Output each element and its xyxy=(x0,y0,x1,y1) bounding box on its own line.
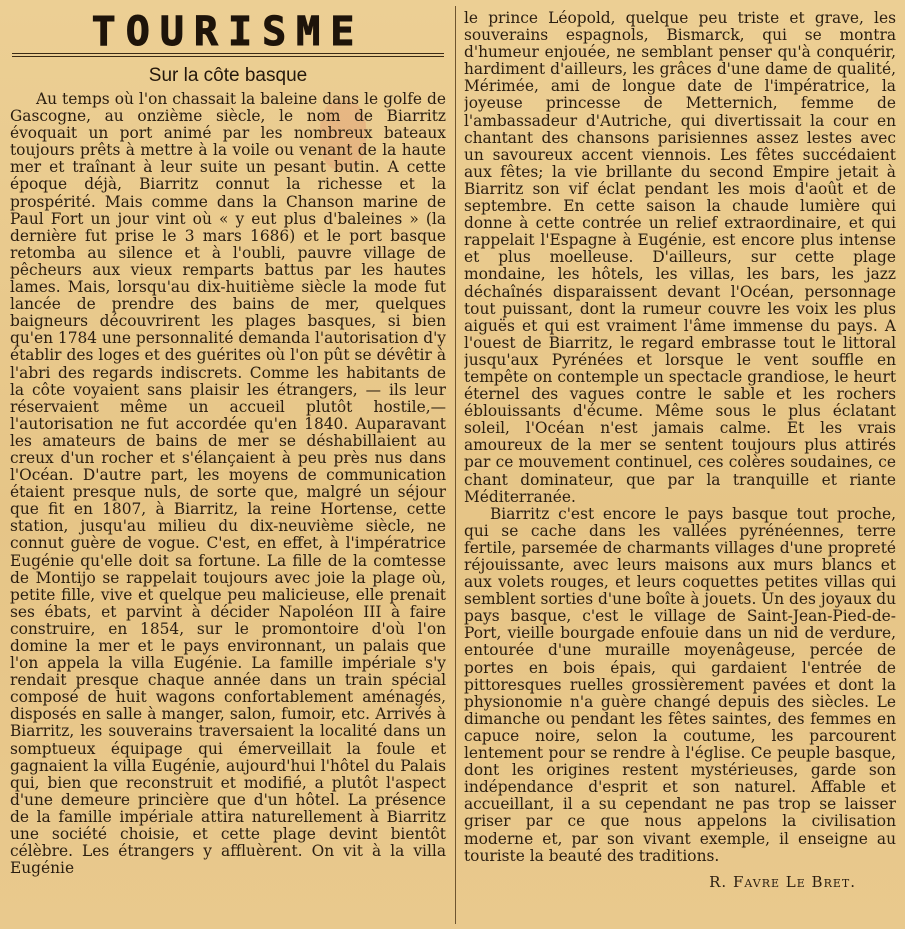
article-paragraph: Biarritz c'est encore le pays basque tout proche, qui se cache dans les vallées pyrénéennes, terre fertile, parsemée de charmants villages d'une propreté réjouissante, avec leurs maisons aux murs blancs et aux volets rouges, et leurs coquettes petites villas qui semblent sorties d'une boîte à jouets. Un des joyaux du pays basque, c'est le village de Saint-Jean-Pied-de-Port, vieille bourgade enfouie dans un nid de verdure, entourée d'une muraille moyenâgeuse, percée de portes en bois épais, qui gardaient l'entrée de pittoresques ruelles grossièrement pavées et dont la physionomie n'a guère changé depuis des siècles. Le dimanche ou pendant les fêtes saintes, des femmes en capuce noire, selon la coutume, les parcourent lentement pour se rendre à l'église. Ce peuple basque, dont les origines restent mystérieuses, garde son indépendance d'esprit et son naturel. Affable et accueillant, il a su cependant ne pas trop se laisser griser par ce que nous appelons la civilisation moderne et, par son vivant exemple, il enseigne au touriste la beauté des traditions. xyxy=(464,504,896,865)
section-masthead: TOURISME xyxy=(91,10,365,55)
article-paragraph: le prince Léopold, quelque peu triste et grave, les souverains espagnols, Bismarck, qui se montra d'humeur enjouée, ne semblant penser qu'à conquérir, hardiment d'ailleurs, les grâces d'une dame de qualité, Mérimée, ami de longue date de l'impératrice, la joyeuse princesse de Metternich, femme de l'ambassadeur d'Autriche, qui divertissait la cour en chantant des chansons parisiennes assez lestes avec un savoureux accent viennois. Les fêtes succédaient aux fêtes; la vie brillante du second Empire jetait à Biarritz son vif éclat pendant les mois d'août et de septembre. En cette saison la chaude lumière qui donne à cette contrée un relief extraordinaire, et qui rappelait l'Espagne à Eugénie, est encore plus intense et plus moelleuse. D'ailleurs, sur cette plage mondaine, les hôtels, les villas, les bars, les jazz déchaînés disparaissent devant l'Océan, personnage tout puissant, dont la rumeur couvre les voix les plus aiguës et qui est vraiment l'âme immense du pays. A l'ouest de Biarritz, le regard embrasse tout le littoral jusqu'aux Pyrénées et lorsque le vent souffle en tempête on contemple un spectacle grandiose, le heurt éternel des vagues contre le sable et les rochers éblouissants d'écume. Même sous le plus éclatant soleil, l'Océan n'est jamais calme. Et les vrais amoureux de la mer se sentent toujours plus attirés par ce mouvement continuel, ces colères soudaines, ce chant dominateur, que par la tranquille et riante Méditerranée. xyxy=(464,10,896,506)
article-paragraph: Au temps où l'on chassait la baleine dans le golfe de Gascogne, au onzième siècle, le nom de Biarritz évoquait un port animé par les nombreux bateaux toujours prêts à mettre à la voile ou venant de la haute mer et traînant à leur suite un pesant butin. A cette époque déjà, Biarritz connut la richesse et la prospérité. Mais comme dans la Chanson marine de Paul Fort un jour vint où « y eut plus d'baleines » (la dernière fut prise le 3 mars 1686) et le port basque retomba au silence et à l'oubli, pauvre village de pêcheurs aux vieux remparts battus par les hautes lames. Mais, lorsqu'au dix-huitième siècle la mode fut lancée de prendre des bains de mer, quelques baigneurs découvrirent les plages basques, si bien qu'en 1784 une personnalité demanda l'autorisation d'y établir des loges et des guérites où l'on pût se dévêtir à l'abri des regards indiscrets. Comme les habitants de la côte voyaient sans plaisir les étrangers, — ils leur réservaient même un accueil plutôt hostile,— l'autorisation ne fut accordée qu'en 1840. Auparavant les amateurs de bains de mer se déshabillaient au creux d'un rocher et s'élançaient à peu près nus dans l'Océan. D'autre part, les moyens de communication étaient presque nuls, de sorte que, malgré un séjour que fit en 1807, à Biarritz, la reine Hortense, cette station, jusqu'au milieu du dix-neuvième siècle, ne connut guère de vogue. C'est, en effet, à l'impératrice Eugénie qu'elle doit sa fortune. La fille de la comtesse de Montijo se rappelait toujours avec joie la plage où, petite fille, vive et quelque peu malicieuse, elle prenait ses ébats, et parvint à décider Napoléon III à faire construire, en 1854, sur le promontoire d'où l'on domine la mer et le pays environnant, un palais que l'on appela la villa Eugénie. La famille impériale s'y rendait presque chaque année dans un train spécial composé de huit wagons confortablement aménagés, disposés en salle à manger, salon, fumoir, etc. Arrivés à Biarritz, les souverains traversaient la localité dans un somptueux équipage qui émerveillait la foule et gagnaient la villa Eugénie, aujourd'hui l'hôtel du Palais qui, bien que reconstruit et modifié, a plutôt l'aspect d'une demeure princière que d'un hôtel. La présence de la famille impériale attira naturellement à Biarritz une société choisie, et cette plage devint bientôt célèbre. Les étrangers y affluèrent. On vit à la villa Eugénie xyxy=(10,90,446,878)
author-signature: R. Favre Le Bret. xyxy=(709,872,856,891)
column-divider xyxy=(455,6,456,924)
article-subtitle: Sur la côte basque xyxy=(148,65,308,86)
left-column xyxy=(10,10,446,925)
right-column xyxy=(464,10,896,925)
